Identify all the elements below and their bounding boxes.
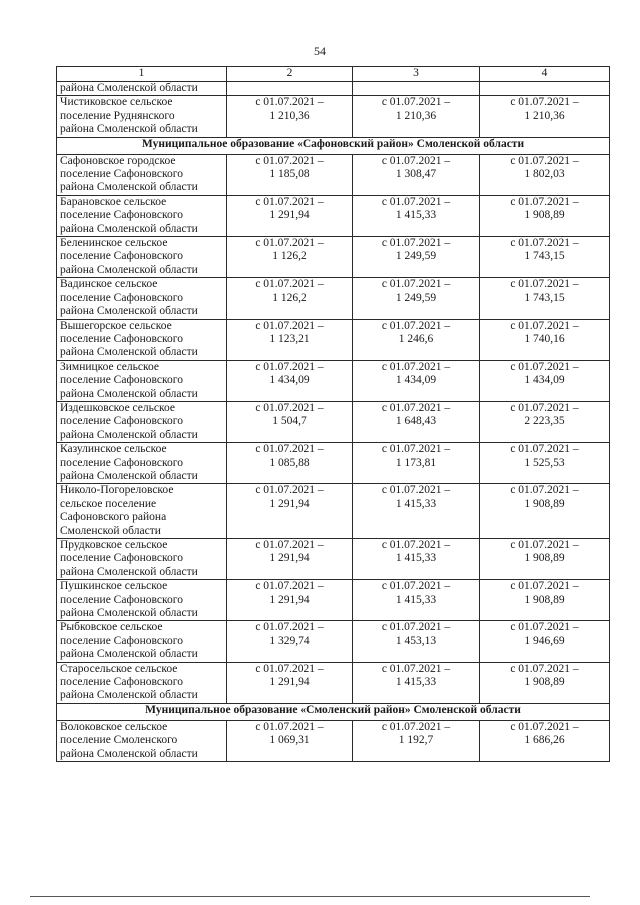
table-row [57,319,610,360]
rate-cell-col2: с 01.07.2021 – 1 434,09 [227,360,353,401]
rate-cell-col2: с 01.07.2021 – 1 085,88 [227,443,353,484]
settlement-name: района Смоленской области [57,82,227,96]
rate-cell-col2: с 01.07.2021 – 1 291,94 [227,662,353,703]
rate-cell-col2: с 01.07.2021 – 1 504,7 [227,401,353,442]
table-row [57,237,610,278]
settlement-name: Старосельское сельское поселение Сафоновского района Смоленской области [57,662,227,703]
rate-cell-col3: с 01.07.2021 – 1 173,81 [353,443,480,484]
rate-cell-col4: с 01.07.2021 – 1 740,16 [480,319,610,360]
table-row [57,484,610,539]
rate-cell-col4: с 01.07.2021 – 1 908,89 [480,539,610,580]
table-row [57,662,610,703]
rate-cell-col3 [353,82,480,96]
section-title: Муниципальное образование «Смоленский район» Смоленской области [57,703,610,720]
rate-cell-col3: с 01.07.2021 – 1 192,7 [353,720,480,761]
table-body [57,82,610,762]
rate-cell-col3: с 01.07.2021 – 1 415,33 [353,195,480,236]
section-header-row [57,703,610,720]
settlement-name: Вадинское сельское поселение Сафоновского района Смоленской области [57,278,227,319]
rate-cell-col3: с 01.07.2021 – 1 210,36 [353,96,480,137]
rate-cell-col2: с 01.07.2021 – 1 291,94 [227,539,353,580]
rate-cell-col2: с 01.07.2021 – 1 210,36 [227,96,353,137]
rate-cell-col3: с 01.07.2021 – 1 415,33 [353,539,480,580]
settlement-name: Прудковское сельское поселение Сафоновского района Смоленской области [57,539,227,580]
settlement-name: Зимницкое сельское поселение Сафоновского района Смоленской области [57,360,227,401]
page-number: 54 [314,44,326,58]
settlement-name: Рыбковское сельское поселение Сафоновского района Смоленской области [57,621,227,662]
bottom-divider [30,896,590,897]
rate-cell-col2 [227,82,353,96]
table-header [57,67,610,82]
settlement-name: Беленинское сельское поселение Сафоновского района Смоленской области [57,237,227,278]
rate-cell-col3: с 01.07.2021 – 1 249,59 [353,278,480,319]
rate-cell-col4: с 01.07.2021 – 1 743,15 [480,237,610,278]
table-row [57,720,610,761]
rate-cell-col2: с 01.07.2021 – 1 126,2 [227,278,353,319]
rate-cell-col3: с 01.07.2021 – 1 308,47 [353,154,480,195]
settlement-name: Барановское сельское поселение Сафоновского района Смоленской области [57,195,227,236]
table-row [57,154,610,195]
column-header-2: 2 [227,67,353,82]
rate-cell-col2: с 01.07.2021 – 1 291,94 [227,195,353,236]
rate-cell-col4: с 01.07.2021 – 1 743,15 [480,278,610,319]
tariff-table [56,66,610,762]
column-header-1: 1 [57,67,227,82]
rate-cell-col3: с 01.07.2021 – 1 415,33 [353,484,480,539]
settlement-name: Чистиковское сельское поселение Руднянского района Смоленской области [57,96,227,137]
table-row [57,443,610,484]
table-row [57,82,610,96]
header-row [57,67,610,82]
table-row [57,360,610,401]
table-row [57,278,610,319]
settlement-name: Николо-Погореловское сельское поселение Сафоновского района Смоленской области [57,484,227,539]
column-header-3: 3 [353,67,480,82]
table-row [57,539,610,580]
rate-cell-col4 [480,82,610,96]
rate-cell-col4: с 01.07.2021 – 1 210,36 [480,96,610,137]
table-row [57,195,610,236]
rate-cell-col3: с 01.07.2021 – 1 246,6 [353,319,480,360]
rate-cell-col4: с 01.07.2021 – 1 908,89 [480,195,610,236]
rate-cell-col4: с 01.07.2021 – 1 946,69 [480,621,610,662]
rate-cell-col2: с 01.07.2021 – 1 123,21 [227,319,353,360]
section-title: Муниципальное образование «Сафоновский район» Смоленской области [57,137,610,154]
rate-cell-col4: с 01.07.2021 – 1 434,09 [480,360,610,401]
rate-cell-col2: с 01.07.2021 – 1 069,31 [227,720,353,761]
rate-cell-col4: с 01.07.2021 – 1 802,03 [480,154,610,195]
rate-cell-col4: с 01.07.2021 – 1 908,89 [480,484,610,539]
settlement-name: Вышегорское сельское поселение Сафоновского района Смоленской области [57,319,227,360]
rate-cell-col3: с 01.07.2021 – 1 249,59 [353,237,480,278]
settlement-name: Издешковское сельское поселение Сафоновского района Смоленской области [57,401,227,442]
column-header-4: 4 [480,67,610,82]
settlement-name: Пушкинское сельское поселение Сафоновского района Смоленской области [57,580,227,621]
rate-cell-col3: с 01.07.2021 – 1 415,33 [353,580,480,621]
rate-cell-col2: с 01.07.2021 – 1 291,94 [227,484,353,539]
rate-cell-col4: с 01.07.2021 – 1 908,89 [480,580,610,621]
settlement-name: Волоковское сельское поселение Смоленского района Смоленской области [57,720,227,761]
rate-cell-col3: с 01.07.2021 – 1 415,33 [353,662,480,703]
rate-cell-col3: с 01.07.2021 – 1 648,43 [353,401,480,442]
rate-cell-col2: с 01.07.2021 – 1 329,74 [227,621,353,662]
rate-cell-col4: с 01.07.2021 – 1 686,26 [480,720,610,761]
table-row [57,580,610,621]
rate-cell-col2: с 01.07.2021 – 1 185,08 [227,154,353,195]
table-row [57,96,610,137]
table-row [57,621,610,662]
table-row [57,401,610,442]
rate-cell-col2: с 01.07.2021 – 1 126,2 [227,237,353,278]
rate-cell-col4: с 01.07.2021 – 1 525,53 [480,443,610,484]
rate-cell-col3: с 01.07.2021 – 1 434,09 [353,360,480,401]
rate-cell-col2: с 01.07.2021 – 1 291,94 [227,580,353,621]
rate-cell-col4: с 01.07.2021 – 2 223,35 [480,401,610,442]
settlement-name: Казулинское сельское поселение Сафоновского района Смоленской области [57,443,227,484]
rate-cell-col4: с 01.07.2021 – 1 908,89 [480,662,610,703]
settlement-name: Сафоновское городское поселение Сафоновского района Смоленской области [57,154,227,195]
section-header-row [57,137,610,154]
rate-cell-col3: с 01.07.2021 – 1 453,13 [353,621,480,662]
